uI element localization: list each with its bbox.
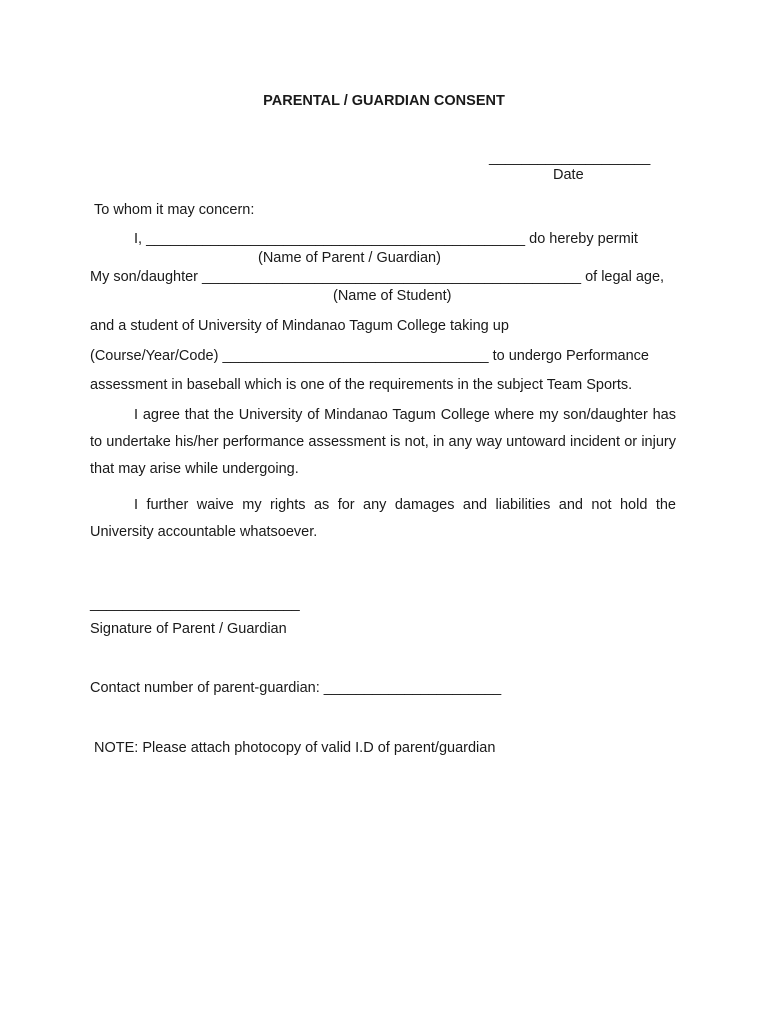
student-name-caption: (Name of Student) (333, 288, 452, 304)
waiver-paragraph: I further waive my rights as for any damages and liabilities and not hold the University accountable whatsoever. (90, 497, 676, 540)
agreement-paragraph: I agree that the University of Mindanao Tagum College where my son/daughter has to undertake his/her performance assessment is not, in any way untoward incident or injury that may arise while undergoing. (90, 407, 676, 477)
student-name-line: My son/daughter _______________________________________________ of legal age, (90, 269, 665, 285)
note: NOTE: Please attach photocopy of valid I.D of parent/guardian (94, 740, 496, 756)
parent-name-caption: (Name of Parent / Guardian) (258, 250, 441, 266)
course-line: (Course/Year/Code) _________________________________ to undergo Performance (90, 348, 649, 364)
date-label: Date (553, 167, 584, 183)
date-line: ____________________ (489, 150, 651, 166)
document-title: PARENTAL / GUARDIAN CONSENT (263, 93, 505, 109)
salutation: To whom it may concern: (94, 202, 255, 218)
college-line: and a student of University of Mindanao Tagum College taking up (90, 318, 509, 334)
contact-number-line: Contact number of parent-guardian: ______________________ (90, 680, 502, 696)
signature-line: __________________________ (90, 596, 300, 612)
signature-label: Signature of Parent / Guardian (90, 621, 287, 637)
assessment-line: assessment in baseball which is one of the requirements in the subject Team Sports. (90, 377, 633, 393)
parent-name-line: I, _______________________________________________ do hereby permit (134, 231, 638, 247)
